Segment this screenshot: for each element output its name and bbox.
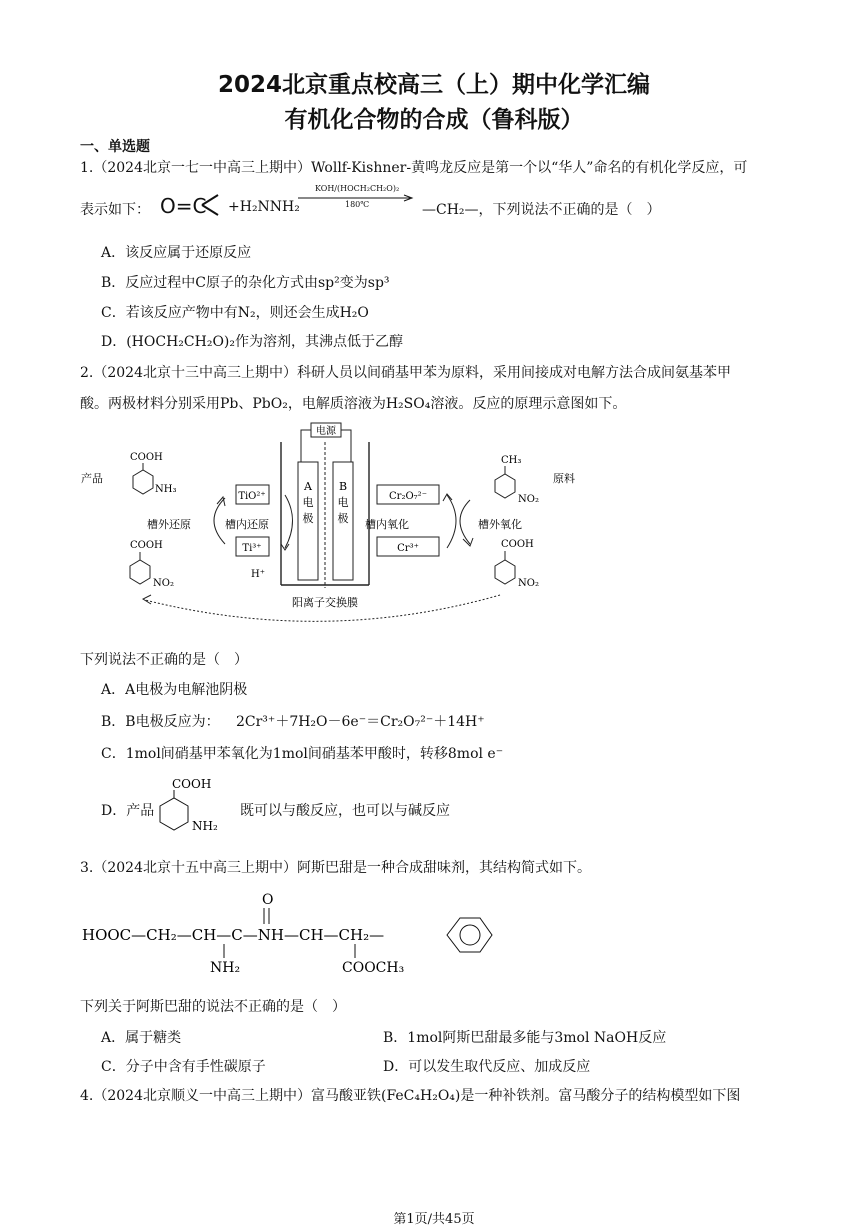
q3-option-c: C．分子中含有手性碳原子 bbox=[101, 1059, 266, 1075]
q1-lead: 表示如下： bbox=[80, 202, 150, 218]
intermediate-right-no2: NO₂ bbox=[518, 578, 539, 589]
q3-option-d: D．可以发生取代反应、加成反应 bbox=[383, 1059, 591, 1075]
q1-option-d: D．(HOCH₂CH₂O)₂作为溶剂，其沸点低于乙醇 bbox=[101, 334, 403, 350]
q2-option-b-equation: 2Cr³⁺＋7H₂O－6e⁻＝Cr₂O₇²⁻＋14H⁺ bbox=[236, 714, 485, 730]
product-nh3: NH₃ bbox=[155, 484, 177, 495]
page-subtitle: 有机化合物的合成（鲁科版） bbox=[284, 107, 584, 133]
power-label: 电源 bbox=[316, 426, 336, 437]
page-title: 2024北京重点校高三（上）期中化学汇编 bbox=[217, 72, 650, 98]
intermediate-left-cooh: COOH bbox=[130, 540, 163, 551]
raw-ch3: CH₃ bbox=[501, 455, 522, 466]
q2-question: 下列说法不正确的是（ ） bbox=[80, 652, 248, 668]
aspartame-cooch3: COOCH₃ bbox=[342, 960, 405, 976]
intermediate-right-cooh: COOH bbox=[501, 539, 534, 550]
opt-d-nh2: NH₂ bbox=[192, 819, 218, 833]
product-label: 产品 bbox=[81, 472, 103, 485]
q1-option-a: A．该反应属于还原反应 bbox=[101, 245, 252, 261]
ketone-bonds-icon bbox=[200, 190, 230, 220]
tank-in-oxidation: 槽内氧化 bbox=[365, 518, 409, 531]
aspartame-main-chain: HOOC—CH₂—CH—C—NH—CH—CH₂— bbox=[82, 926, 385, 944]
q2-option-d-lead: D．产品 bbox=[101, 803, 155, 819]
carbonyl-o: O bbox=[262, 892, 274, 908]
q4-stem: 4.（2024北京顺义一中高三上期中）富马酸亚铁(FeC₄H₂O₄)是一种补铁剂。富马酸分子的结构模型如下图 bbox=[80, 1088, 741, 1104]
electrolysis-diagram bbox=[75, 420, 605, 625]
raw-no2: NO₂ bbox=[518, 494, 539, 505]
hplus-label: H⁺ bbox=[251, 569, 265, 580]
q2-option-d-tail: 既可以与酸反应，也可以与碱反应 bbox=[240, 803, 450, 819]
electrode-a-char-1: A bbox=[304, 480, 312, 493]
page-footer: 第1页/共45页 bbox=[393, 1212, 475, 1227]
cr2o7-label: Cr₂O₇²⁻ bbox=[389, 491, 427, 502]
q1-stem: 1.（2024北京一七一中高三上期中）Wollf-Kishner-黄鸣龙反应是第一个以“华人”命名的有机化学反应，可 bbox=[80, 160, 748, 176]
opt-d-cooh: COOH bbox=[172, 777, 212, 791]
cr3-label: Cr³⁺ bbox=[397, 543, 419, 554]
electrode-b-char-1: B bbox=[338, 480, 348, 493]
q3-option-b: B．1mol阿斯巴甜最多能与3mol NaOH反应 bbox=[383, 1030, 667, 1046]
electrode-b-char-2: 电 bbox=[337, 496, 349, 509]
q1-option-c: C．若该反应产物中有N₂，则还会生成H₂O bbox=[101, 305, 369, 321]
product-cooh: COOH bbox=[130, 452, 163, 463]
q2-stem-line1: 2.（2024北京十三中高三上期中）科研人员以间硝基甲苯为原料，采用间接成对电解方法合成间氨基苯甲 bbox=[80, 365, 731, 381]
q3-stem: 3.（2024北京十五中高三上期中）阿斯巴甜是一种合成甜味剂，其结构简式如下。 bbox=[80, 860, 591, 876]
q1-product: —CH₂—，下列说法不正确的是（ ） bbox=[422, 202, 661, 218]
electrode-a-char-3: 极 bbox=[302, 512, 314, 525]
tank-in-reduction: 槽内还原 bbox=[225, 518, 269, 531]
intermediate-left-no2: NO₂ bbox=[153, 578, 174, 589]
raw-label: 原料 bbox=[553, 472, 575, 485]
membrane-label: 阳离子交换膜 bbox=[292, 596, 358, 609]
tio-label: TiO²⁺ bbox=[238, 491, 266, 502]
q2-option-b-lead: B．B电极反应为： bbox=[101, 714, 220, 730]
aminobenzoic-acid-structure bbox=[150, 776, 240, 836]
q1-reactant: O=C bbox=[160, 194, 207, 218]
q1-condition-top: KOH/(HOCH₂CH₂O)₂ bbox=[315, 184, 400, 193]
q2-option-a: A．A电极为电解池阴极 bbox=[101, 682, 248, 698]
q2-option-c: C．1mol间硝基甲苯氧化为1mol间硝基苯甲酸时，转移8mol e⁻ bbox=[101, 746, 504, 762]
q1-reagent: +H₂NNH₂ bbox=[228, 199, 300, 215]
q1-option-b: B．反应过程中C原子的杂化方式由sp²变为sp³ bbox=[101, 275, 390, 291]
q3-question: 下列关于阿斯巴甜的说法不正确的是（ ） bbox=[80, 999, 346, 1015]
aspartame-nh2: NH₂ bbox=[210, 960, 241, 976]
q2-stem-line2: 酸。两极材料分别采用Pb、PbO₂，电解质溶液为H₂SO₄溶液。反应的原理示意图如下。 bbox=[80, 396, 627, 412]
q1-condition-bottom: 180℃ bbox=[345, 200, 370, 209]
electrode-b-char-3: 极 bbox=[337, 512, 349, 525]
section-heading: 一、单选题 bbox=[80, 139, 150, 155]
q3-option-a: A．属于糖类 bbox=[101, 1030, 182, 1046]
tank-out-reduction: 槽外还原 bbox=[147, 518, 191, 531]
aspartame-structure bbox=[80, 888, 500, 978]
electrode-a-char-2: 电 bbox=[302, 496, 314, 509]
ti3-label: Ti³⁺ bbox=[242, 543, 262, 554]
tank-out-oxidation: 槽外氧化 bbox=[478, 518, 522, 531]
